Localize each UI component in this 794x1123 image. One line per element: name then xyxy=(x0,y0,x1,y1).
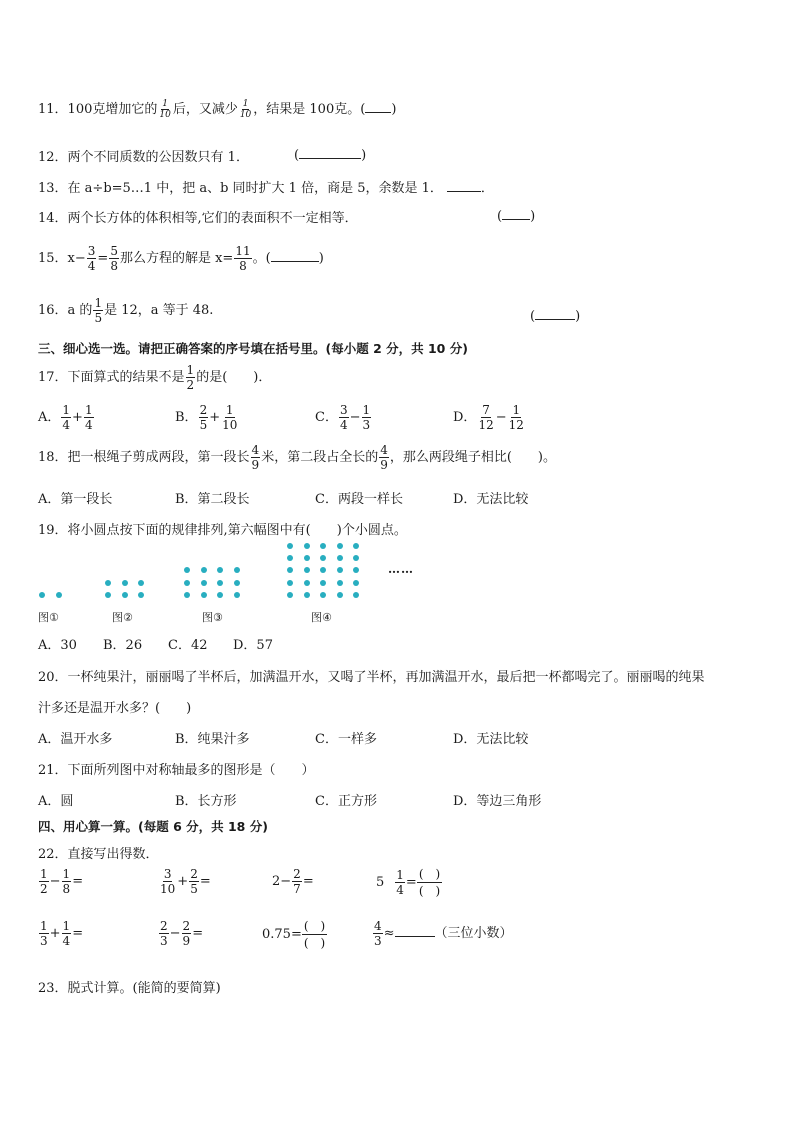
q12-answer: ( ) xyxy=(294,148,367,163)
q13-answer-blank[interactable] xyxy=(447,179,481,192)
dot-fig1 xyxy=(39,592,45,598)
q11-text-a: 11．100克增加它的 xyxy=(38,102,158,117)
q20-option-a[interactable]: A．温开水多 xyxy=(38,732,113,747)
dot-fig4 xyxy=(287,555,293,561)
dot-fig4 xyxy=(353,592,359,598)
dot-fig4 xyxy=(304,580,310,586)
dot-fig3 xyxy=(217,592,223,598)
dot-fig4 xyxy=(353,580,359,586)
q15-fraction-3: $\frac{11}{8}$ xyxy=(235,244,251,273)
dot-fig4 xyxy=(353,555,359,561)
q17-option-d[interactable]: D． $\frac{7}{12}$ − $\frac{1}{12}$ xyxy=(453,403,524,432)
question-23: 23．脱式计算。(能简的要简算) xyxy=(38,981,221,996)
dot-fig2 xyxy=(122,592,128,598)
q22-e7-answer[interactable]: $\frac{( )}{( )}$ xyxy=(303,919,326,950)
q11-fraction-2: $\frac{1}{10}$ xyxy=(239,98,252,120)
dot-fig4 xyxy=(320,555,326,561)
q19-option-b[interactable]: B．26 xyxy=(103,638,143,653)
dot-fig1 xyxy=(56,592,62,598)
section-3-heading: 三、细心选一选。请把正确答案的序号填在括号里。(每小题 2 分，共 10 分) xyxy=(38,341,468,356)
q14-text: 14．两个长方体的体积相等,它们的表面积不一定相等． xyxy=(38,211,358,226)
dot-fig4 xyxy=(287,567,293,573)
q20-option-d[interactable]: D．无法比较 xyxy=(453,732,529,747)
q17-fraction: $\frac{1}{2}$ xyxy=(186,363,195,392)
dot-fig4 xyxy=(287,592,293,598)
dot-fig4 xyxy=(353,543,359,549)
q18-option-d[interactable]: D．无法比较 xyxy=(453,492,529,507)
question-15: 15．x− $\frac{3}{4}$ = $\frac{5}{8}$ 那么方程的解是 x= $\frac{11}{8}$ 。( ) xyxy=(38,244,324,273)
q21-option-b[interactable]: B．长方形 xyxy=(175,794,237,809)
q13-text: 13．在 a÷b=5…1 中，把 a、b 同时扩大 1 倍，商是 5，余数是 1． xyxy=(38,181,443,196)
q21-option-a[interactable]: A．圆 xyxy=(38,794,74,809)
q19-option-c[interactable]: C．42 xyxy=(168,638,208,653)
section-4-heading: 四、用心算一算。(每题 6 分，共 18 分) xyxy=(38,819,268,834)
dot-fig4 xyxy=(320,567,326,573)
dot-fig2 xyxy=(138,592,144,598)
dot-fig4 xyxy=(320,592,326,598)
dot-fig4 xyxy=(320,580,326,586)
dot-fig3 xyxy=(217,580,223,586)
dot-fig4 xyxy=(304,555,310,561)
figure-label-3: 图③ xyxy=(202,611,223,624)
q18-option-a[interactable]: A．第一段长 xyxy=(38,492,113,507)
q17-option-b[interactable]: B． $\frac{2}{5}$ + $\frac{1}{10}$ xyxy=(175,403,238,432)
q22-expr-8: $\frac{4}{3}$ ≈ （三位小数） xyxy=(374,919,513,948)
q11-answer-blank[interactable] xyxy=(365,100,391,113)
dot-fig4 xyxy=(337,555,343,561)
dot-fig4 xyxy=(304,567,310,573)
q18-option-c[interactable]: C．两段一样长 xyxy=(315,492,403,507)
dot-fig4 xyxy=(304,543,310,549)
question-20-line-2: 汁多还是温开水多？( ) xyxy=(38,701,192,716)
dot-fig4 xyxy=(304,592,310,598)
q18-fraction-1: $\frac{4}{9}$ xyxy=(251,443,260,472)
dot-fig4 xyxy=(337,543,343,549)
q20-option-c[interactable]: C．一样多 xyxy=(315,732,377,747)
dot-fig4 xyxy=(337,592,343,598)
q17-option-a[interactable]: A． $\frac{1}{4}$ + $\frac{1}{4}$ xyxy=(38,403,93,432)
question-13: 13．在 a÷b=5…1 中，把 a、b 同时扩大 1 倍，商是 5，余数是 1． ． xyxy=(38,181,494,196)
dot-fig3 xyxy=(201,592,207,598)
question-18: 18．把一根绳子剪成两段，第一段长 $\frac{4}{9}$ 米，第二段占全长的 $\frac{4}{9}$ ，那么两段绳子相比( )。 xyxy=(38,443,556,472)
question-11 xyxy=(38,98,396,120)
question-12 xyxy=(38,146,249,165)
dot-fig3 xyxy=(234,567,240,573)
q22-expr-6: $\frac{2}{3}$ − $\frac{2}{9}$ = xyxy=(160,919,204,948)
q11-text-c: ，结果是 100克。( xyxy=(253,102,366,117)
q17-option-c[interactable]: C． $\frac{3}{4}$ − $\frac{1}{3}$ xyxy=(315,403,371,432)
q20-option-b[interactable]: B．纯果汁多 xyxy=(175,732,250,747)
q11-text-b: 后，又减少 xyxy=(172,102,238,117)
question-21: 21．下面所列图中对称轴最多的图形是（ ） xyxy=(38,763,315,778)
q15-fraction-1: $\frac{3}{4}$ xyxy=(87,244,96,273)
q11-text-d: ) xyxy=(391,102,397,117)
dot-fig3 xyxy=(217,567,223,573)
q16-fraction: $\frac{1}{5}$ xyxy=(94,296,103,325)
q12-text: 12．两个不同质数的公因数只有 1． xyxy=(38,150,249,165)
dot-fig3 xyxy=(201,580,207,586)
dot-fig3 xyxy=(184,567,190,573)
q16-answer: ( ) xyxy=(530,309,581,324)
q22-expr-1: $\frac{1}{2}$ − $\frac{1}{8}$ = xyxy=(40,867,84,896)
dot-fig4 xyxy=(337,567,343,573)
q22-expr-3: 2− $\frac{2}{7}$ = xyxy=(272,867,314,896)
figure-label-4: 图④ xyxy=(311,611,332,624)
q19-option-a[interactable]: A．30 xyxy=(38,638,77,653)
q21-option-c[interactable]: C．正方形 xyxy=(315,794,377,809)
q22-expr-5: $\frac{1}{3}$ + $\frac{1}{4}$ = xyxy=(40,919,84,948)
q22-e8-answer-blank[interactable] xyxy=(395,924,435,937)
dot-fig4 xyxy=(320,543,326,549)
question-14 xyxy=(38,207,358,226)
q19-option-d[interactable]: D．57 xyxy=(233,638,273,653)
q18-option-b[interactable]: B．第二段长 xyxy=(175,492,250,507)
question-16: 16．a 的 $\frac{1}{5}$ 是 12，a 等于 48. xyxy=(38,296,214,325)
q15-fraction-2: $\frac{5}{8}$ xyxy=(110,244,118,273)
q14-answer: ( ) xyxy=(497,209,536,224)
question-22: 22．直接写出得数． xyxy=(38,847,159,862)
dot-fig3 xyxy=(234,580,240,586)
dot-fig3 xyxy=(184,592,190,598)
dot-fig2 xyxy=(105,592,111,598)
dot-fig4 xyxy=(287,543,293,549)
dot-fig3 xyxy=(234,592,240,598)
question-19: 19．将小圆点按下面的规律排列,第六幅图中有( )个小圆点。 xyxy=(38,523,407,538)
figure-label-1: 图① xyxy=(38,611,59,624)
question-20-line-1: 20．一杯纯果汁，丽丽喝了半杯后，加满温开水，又喝了半杯，再加满温开水，最后把一杯都喝完了。丽丽喝的纯果 xyxy=(38,670,705,685)
q22-e4-answer[interactable]: $\frac{( )}{( )}$ xyxy=(418,867,441,898)
question-17: 17．下面算式的结果不是 $\frac{1}{2}$ 的是( )． xyxy=(38,363,272,392)
dot-fig2 xyxy=(138,580,144,586)
figure-label-2: 图② xyxy=(112,611,133,624)
dot-fig3 xyxy=(184,580,190,586)
pattern-ellipsis: …… xyxy=(388,562,414,576)
q22-expr-7: 0.75= $\frac{( )}{( )}$ xyxy=(262,919,326,950)
dot-fig3 xyxy=(201,567,207,573)
dot-fig2 xyxy=(122,580,128,586)
dot-fig2 xyxy=(105,580,111,586)
q15-answer-blank[interactable] xyxy=(271,249,319,262)
q18-fraction-2: $\frac{4}{9}$ xyxy=(380,443,388,472)
q12-answer-blank[interactable] xyxy=(299,146,361,159)
q22-expr-2: $\frac{3}{10}$ + $\frac{2}{5}$ = xyxy=(160,867,211,896)
q21-option-d[interactable]: D．等边三角形 xyxy=(453,794,542,809)
q14-answer-blank[interactable] xyxy=(502,207,530,220)
dot-fig4 xyxy=(353,567,359,573)
dot-fig4 xyxy=(337,580,343,586)
q16-answer-blank[interactable] xyxy=(535,307,575,320)
q11-fraction-1: $\frac{1}{10}$ xyxy=(159,98,171,120)
dot-fig4 xyxy=(287,580,293,586)
q22-expr-4: 5 $\frac{1}{4}$ = $\frac{( )}{( )}$ xyxy=(376,867,441,898)
